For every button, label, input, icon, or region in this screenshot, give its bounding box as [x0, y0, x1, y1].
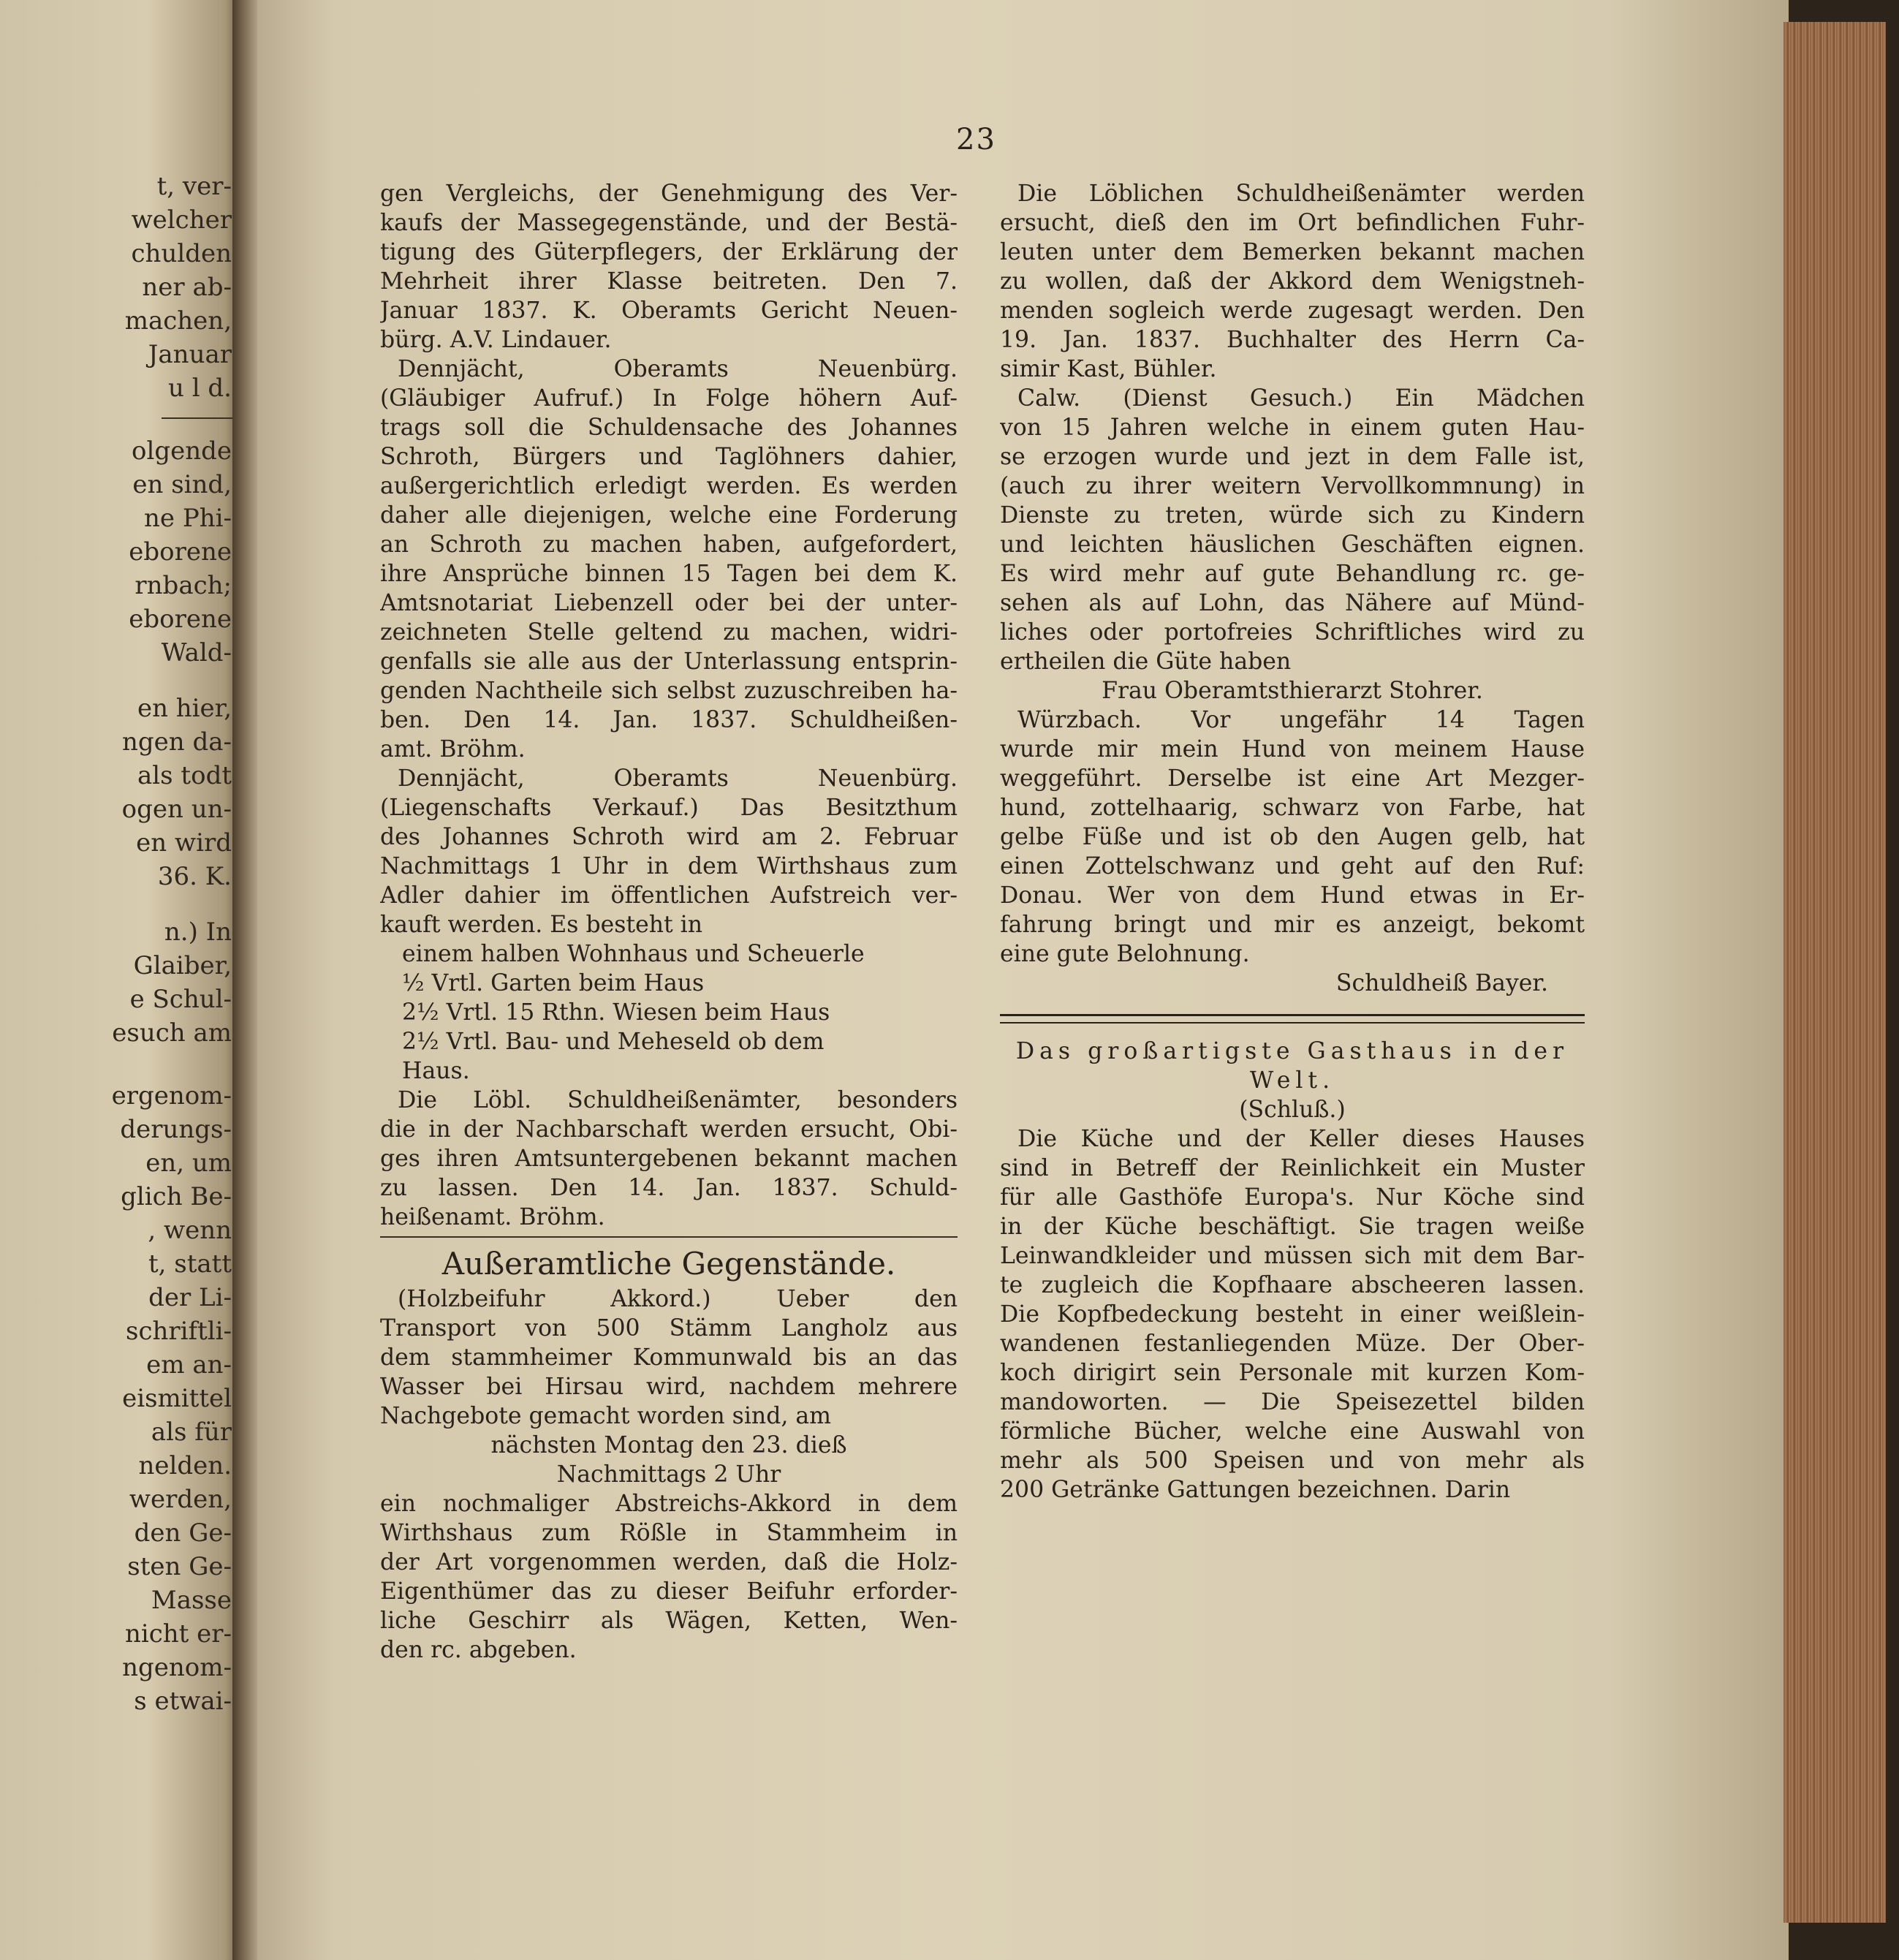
text-line: leuten unter dem Bemerken bekannt machen — [1000, 239, 1585, 265]
left-page-text: als todt — [137, 761, 232, 790]
left-page-text: n.) In — [164, 917, 232, 947]
text-line: 200 Getränke Gattungen bezeichnen. Darin — [1000, 1477, 1511, 1503]
left-page-text: rnbach; — [134, 571, 232, 600]
left-page-text: ngen da- — [121, 727, 232, 757]
text-line: sehen als auf Lohn, das Nähere auf Münd- — [1000, 590, 1585, 616]
left-page-text: ner ab- — [142, 273, 232, 302]
notice-property-sale — [380, 764, 958, 939]
text-line: förmliche Bücher, welche eine Auswahl von — [1000, 1418, 1585, 1445]
text-line: ein nochmaliger Abstreichs-Akkord in dem — [380, 1491, 958, 1517]
left-page-text: s etwai- — [134, 1687, 232, 1716]
left-page-text: en, um — [145, 1149, 232, 1178]
text-line: gen Vergleichs, der Genehmigung des Ver- — [380, 181, 958, 207]
text-line: heißenamt. Bröhm. — [380, 1204, 605, 1230]
text-line: (Holzbeifuhr Akkord.) Ueber den — [398, 1286, 958, 1312]
left-page-text: ogen un- — [121, 795, 232, 824]
text-line: tigung des Güterpflegers, der Erklärung der — [380, 239, 958, 265]
text-line: kauft werden. Es besteht in — [380, 912, 703, 938]
text-line: Mehrheit ihrer Klasse beitreten. Den 7. — [380, 268, 958, 295]
section-rule — [380, 1236, 958, 1238]
text-line: Die Löbl. Schuldheißenämter, besonders — [398, 1087, 958, 1113]
left-page-text: nicht er- — [124, 1619, 232, 1649]
article-subtitle: (Schluß.) — [1239, 1097, 1346, 1123]
left-page-text: Wald- — [161, 638, 232, 667]
text-line: te zugleich die Kopfhaare abscheeren lassen. — [1000, 1272, 1585, 1298]
text-line: Dennjächt, Oberamts Neuenbürg. — [398, 356, 958, 382]
text-line: mandoworten. — Die Speisezettel bilden — [1000, 1389, 1585, 1415]
left-page-text: 36. K. — [157, 862, 232, 891]
text-line: bürg. A.V. Lindauer. — [380, 327, 612, 353]
text-line: koch dirigirt sein Personale mit kurzen Kom- — [1000, 1360, 1585, 1386]
left-page-text: nelden. — [138, 1451, 232, 1480]
text-line: se erzogen wurde und jezt in dem Falle ist, — [1000, 444, 1585, 470]
text-line: wandenen festanliegenden Müze. Der Ober- — [1000, 1331, 1585, 1357]
left-page-text: eismittel — [122, 1384, 232, 1413]
text-line: weggeführt. Derselbe ist eine Art Mezger- — [1000, 765, 1585, 792]
text-line: Haus. — [402, 1058, 470, 1084]
text-line: ersucht, dieß den im Ort befindlichen Fuhr- — [1000, 210, 1585, 236]
text-line: Leinwandkleider und müssen sich mit dem Bar- — [1000, 1243, 1585, 1269]
left-page-text: glich Be- — [121, 1182, 232, 1211]
text-line: (Liegenschafts Verkauf.) Das Besitzthum — [380, 795, 958, 821]
article-title-continued: Welt. — [1249, 1067, 1335, 1094]
left-page-text: en wird — [136, 828, 232, 858]
notice-creditor-call — [380, 355, 958, 764]
left-page-text: en hier, — [137, 694, 232, 723]
page-number: 23 — [956, 123, 996, 156]
left-page-text: u l d. — [168, 374, 232, 403]
left-page-text: als für — [151, 1418, 232, 1447]
text-line: genden Nachtheile sich selbst zuzuschreiben ha- — [380, 678, 958, 704]
left-page-text: schriftli- — [126, 1317, 232, 1346]
text-line: des Johannes Schroth wird am 2. Februar — [380, 824, 958, 850]
text-line: in der Küche beschäftigt. Sie tragen weiße — [1000, 1214, 1585, 1240]
text-line: ges ihren Amtsuntergebenen bekannt machen — [380, 1146, 958, 1172]
text-line: Würzbach. Vor ungefähr 14 Tagen — [1017, 707, 1585, 733]
text-line: für alle Gasthöfe Europa's. Nur Köche sind — [1000, 1184, 1585, 1211]
text-line: 2½ Vrtl. Bau- und Meheseld ob dem — [402, 1029, 825, 1055]
text-line: eine gute Belohnung. — [1000, 941, 1250, 967]
page-edges — [1784, 22, 1899, 1923]
text-line: genfalls sie alle aus der Unterlassung entsprin- — [380, 648, 958, 675]
property-items — [380, 939, 958, 1086]
left-page-text: em an- — [146, 1350, 232, 1380]
text-line: Nachmittags 2 Uhr — [556, 1461, 781, 1488]
text-line: die in der Nachbarschaft werden ersucht, Obi- — [380, 1116, 958, 1143]
text-line: zu lassen. Den 14. Jan. 1837. Schuld- — [380, 1175, 958, 1201]
text-line: Die Kopfbedeckung besteht in einer weißlein- — [1000, 1301, 1585, 1328]
notice-intro — [380, 179, 958, 355]
text-line: Donau. Wer von dem Hund etwas in Er- — [1000, 882, 1585, 909]
text-line: gelbe Füße und ist ob den Augen gelb, hat — [1000, 824, 1585, 850]
section-heading: Außeramtliche Gegenstände. — [441, 1246, 896, 1282]
text-line: sind in Betreff der Reinlichkeit ein Muster — [1000, 1155, 1585, 1181]
text-line: Nachmittags 1 Uhr in dem Wirthshaus zum — [380, 853, 958, 879]
left-page-text: Masse — [151, 1586, 232, 1615]
left-page-text: t, ver- — [156, 172, 232, 201]
text-line: nächsten Montag den 23. dieß — [490, 1432, 847, 1458]
notice-property-sale-end — [380, 1086, 958, 1232]
text-line: fahrung bringt und mir es anzeigt, bekomt — [1000, 912, 1585, 938]
text-line: Nachgebote gemacht worden sind, am — [380, 1403, 832, 1429]
notice-timber-transport-end — [380, 1489, 958, 1665]
text-line: den rc. abgeben. — [380, 1637, 577, 1663]
right-column — [1000, 179, 1585, 1505]
text-line: von 15 Jahren welche in einem guten Hau- — [1000, 415, 1585, 441]
text-line: trags soll die Schuldensache des Johannes — [380, 415, 958, 441]
text-line: Wirthshaus zum Rößle in Stammheim in — [380, 1520, 958, 1546]
text-line: hund, zottelhaarig, schwarz von Farbe, hat — [1000, 795, 1585, 821]
text-line: ben. Den 14. Jan. 1837. Schuldheißen- — [380, 707, 958, 733]
text-line: mehr als 500 Speisen und von mehr als — [1000, 1448, 1585, 1474]
text-line: Wasser bei Hirsau wird, nachdem mehrere — [380, 1374, 958, 1400]
left-column — [380, 179, 958, 1665]
left-page-text: derungs- — [120, 1115, 232, 1144]
text-line: einem halben Wohnhaus und Scheuerle — [402, 941, 865, 967]
left-page-text: ergenom- — [111, 1081, 232, 1110]
text-line: Eigenthümer das zu dieser Beifuhr erforder- — [380, 1578, 958, 1605]
left-page-text: Januar — [148, 340, 232, 369]
left-page-text: den Ge- — [134, 1518, 232, 1548]
text-line: Dennjächt, Oberamts Neuenbürg. — [398, 765, 958, 792]
notice-service-request — [1000, 384, 1585, 676]
notice-timber-date — [380, 1431, 958, 1489]
text-line: amt. Bröhm. — [380, 736, 526, 763]
text-line: (Gläubiger Aufruf.) In Folge höhern Auf- — [380, 385, 958, 412]
text-line: zeichneten Stelle geltend zu machen, widri- — [380, 619, 958, 646]
text-line: der Art vorgenommen werden, daß die Holz- — [380, 1549, 958, 1575]
text-line: kaufs der Massegegenstände, und der Bestä- — [380, 210, 958, 236]
text-line: ½ Vrtl. Garten beim Haus — [402, 970, 705, 996]
text-line: liche Geschirr als Wägen, Ketten, Wen- — [380, 1608, 958, 1634]
text-line: simir Kast, Bühler. — [1000, 356, 1217, 382]
text-line: zu wollen, daß der Akkord dem Wenigstneh- — [1000, 268, 1585, 295]
text-line: Die Küche und der Keller dieses Hauses — [1017, 1126, 1585, 1152]
text-line: dem stammheimer Kommunwald bis an das — [380, 1344, 958, 1371]
text-line: Schroth, Bürgers und Taglöhners dahier, — [380, 444, 958, 470]
text-line: und leichten häuslichen Geschäften eignen. — [1000, 531, 1585, 558]
text-line: ertheilen die Güte haben — [1000, 648, 1292, 675]
notice-haulers — [1000, 179, 1585, 384]
left-page-text: e Schul- — [129, 985, 232, 1014]
article-body — [1000, 1124, 1585, 1505]
left-page-text: ngenom- — [122, 1653, 232, 1682]
text-line: Amtsnotariat Liebenzell oder bei der unter- — [380, 590, 958, 616]
text-line: außergerichtlich erledigt werden. Es werden — [380, 473, 958, 499]
left-page-text: machen, — [124, 306, 232, 336]
left-page-text: t, statt — [148, 1249, 232, 1279]
text-line: Es wird mehr auf gute Behandlung rc. ge- — [1000, 561, 1585, 587]
text-line: Januar 1837. K. Oberamts Gericht Neuen- — [380, 298, 958, 324]
left-page-rule — [162, 417, 235, 419]
text-line: liches oder portofreies Schriftliches wird zu — [1000, 619, 1585, 646]
article-title: Das großartigste Gasthaus in der — [1015, 1038, 1569, 1064]
notice-service-signature: Frau Oberamtsthierarzt Stohrer. — [1102, 678, 1483, 704]
text-line: menden sogleich werde zugesagt werden. Den — [1000, 298, 1585, 324]
left-page-text: olgende — [131, 436, 232, 466]
left-page-text: eborene — [129, 605, 232, 634]
left-page-text: ne Phi- — [144, 504, 232, 533]
text-line: 19. Jan. 1837. Buchhalter des Herrn Ca- — [1000, 327, 1585, 353]
left-page-fragment — [0, 0, 245, 1960]
article-divider — [1000, 1014, 1585, 1023]
text-line: Transport von 500 Stämm Langholz aus — [380, 1315, 958, 1342]
left-page-text: esuch am — [112, 1018, 232, 1048]
text-line: ihre Ansprüche binnen 15 Tagen bei dem K. — [380, 561, 958, 587]
left-page-text: der Li- — [148, 1283, 232, 1312]
left-page-text: werden, — [129, 1485, 232, 1514]
left-page-text: chulden — [131, 239, 232, 268]
text-line: (auch zu ihrer weitern Vervollkommnung) in — [1000, 473, 1585, 499]
text-line: wurde mir mein Hund von meinem Hause — [1000, 736, 1585, 763]
text-line: 2½ Vrtl. 15 Rthn. Wiesen beim Haus — [402, 999, 830, 1026]
scan-border — [1886, 0, 1899, 1960]
text-line: daher alle diejenigen, welche eine Forderung — [380, 502, 958, 529]
left-page-text: sten Ge- — [127, 1552, 232, 1581]
left-page-text: Glaiber, — [133, 951, 232, 980]
left-page-text: en sind, — [132, 470, 232, 499]
text-line: Adler dahier im öffentlichen Aufstreich ver- — [380, 882, 958, 909]
left-page-text: welcher — [131, 205, 232, 235]
text-line: Dienste zu treten, würde sich zu Kindern — [1000, 502, 1585, 529]
text-line: Calw. (Dienst Gesuch.) Ein Mädchen — [1017, 385, 1585, 412]
notice-lost-dog-signature: Schuldheiß Bayer. — [1335, 970, 1548, 996]
notice-lost-dog — [1000, 705, 1585, 969]
left-page-text: , wenn — [148, 1216, 232, 1245]
text-line: einen Zottelschwanz und geht auf den Ruf: — [1000, 853, 1585, 879]
text-line: an Schroth zu machen haben, aufgefordert, — [380, 531, 958, 558]
notice-timber-transport — [380, 1284, 958, 1431]
left-page-text: eborene — [129, 537, 232, 567]
text-line: Die Löblichen Schuldheißenämter werden — [1017, 181, 1585, 207]
